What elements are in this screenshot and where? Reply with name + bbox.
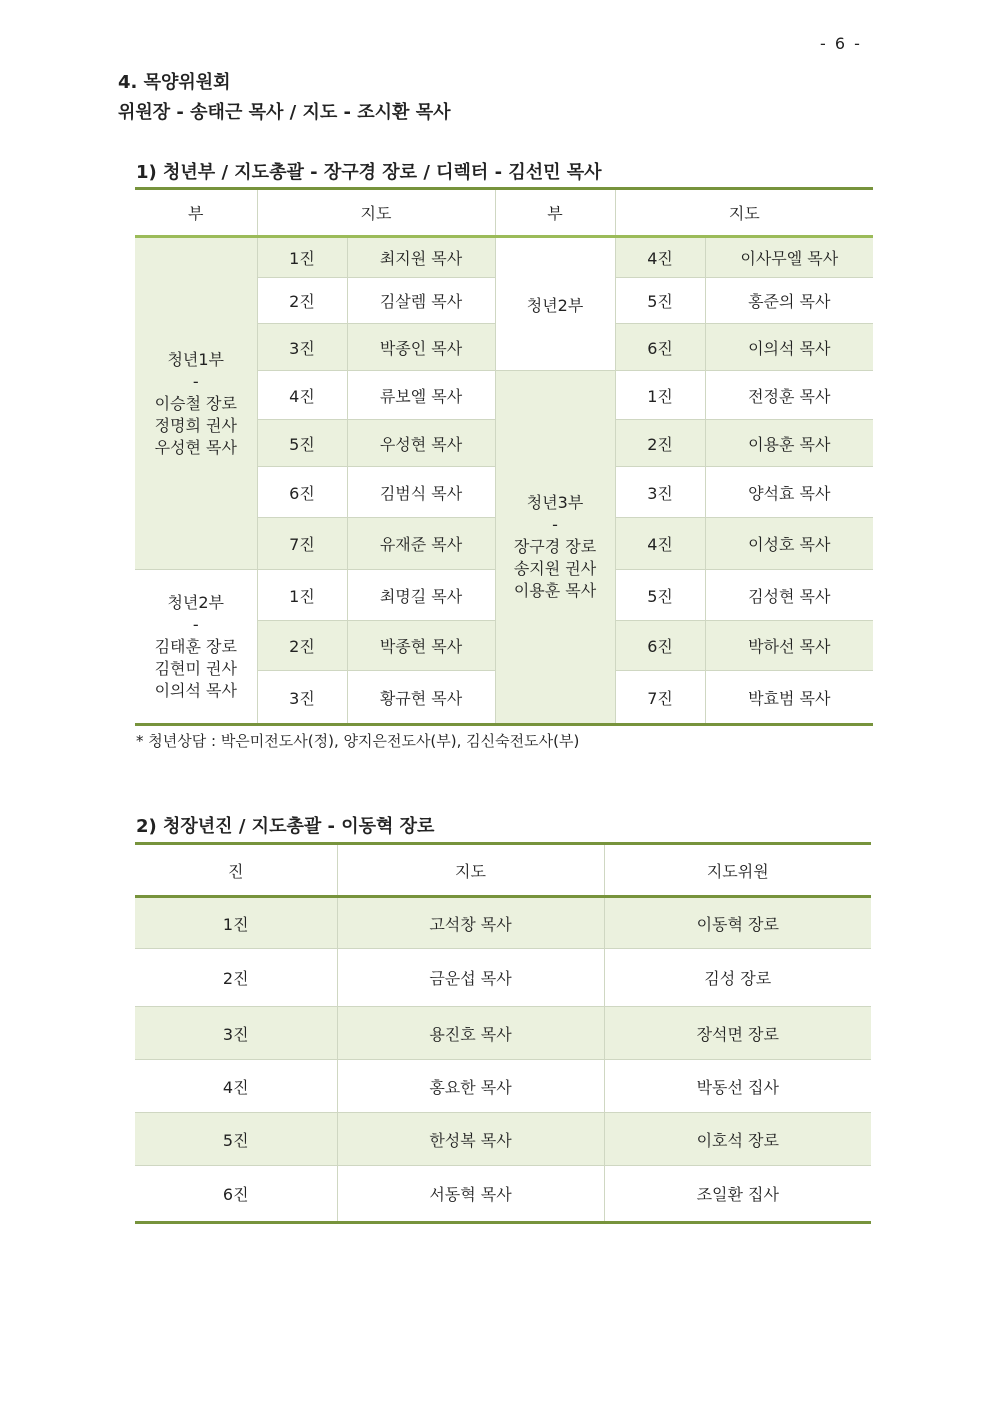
member-cell: 이호석 장로 bbox=[604, 1113, 871, 1166]
adult-table bbox=[135, 842, 871, 1224]
dept-person: 이의석 목사 bbox=[154, 680, 237, 700]
jin-cell: 7진 bbox=[257, 518, 347, 570]
leader-cell: 용진호 목사 bbox=[337, 1007, 604, 1060]
header-dept-2: 부 bbox=[495, 189, 615, 237]
header-leader: 지도 bbox=[257, 189, 495, 237]
leader-cell: 김성현 목사 bbox=[705, 570, 873, 621]
table-row bbox=[135, 1113, 871, 1166]
dept-name: 청년2부 bbox=[167, 592, 225, 612]
leader-cell: 김살렘 목사 bbox=[347, 278, 495, 324]
leader-cell: 이사무엘 목사 bbox=[705, 237, 873, 278]
leader-cell: 이의석 목사 bbox=[705, 324, 873, 371]
dept-youth1 bbox=[135, 237, 257, 570]
jin-cell: 6진 bbox=[135, 1166, 337, 1223]
leader-cell: 박효범 목사 bbox=[705, 671, 873, 725]
table-row bbox=[135, 897, 871, 949]
dept-name: 청년3부 bbox=[526, 493, 584, 512]
dept-name: 청년1부 bbox=[167, 349, 225, 369]
dept-person: 이용훈 목사 bbox=[513, 581, 597, 600]
dept-person: 장구경 장로 bbox=[513, 537, 597, 556]
header-dept: 부 bbox=[135, 189, 257, 237]
leader-cell: 이용훈 목사 bbox=[705, 420, 873, 467]
jin-cell: 4진 bbox=[135, 1060, 337, 1113]
jin-cell: 2진 bbox=[615, 420, 705, 467]
table-row bbox=[135, 1060, 871, 1113]
dept-youth2-right: 청년2부 bbox=[495, 237, 615, 371]
jin-cell: 5진 bbox=[615, 570, 705, 621]
leader-cell: 김범식 목사 bbox=[347, 467, 495, 518]
member-cell: 김성 장로 bbox=[604, 949, 871, 1007]
member-cell: 조일환 집사 bbox=[604, 1166, 871, 1223]
dept-person: 김태훈 장로 bbox=[154, 636, 237, 656]
committee-subheading: 위원장 - 송태근 목사 / 지도 - 조시환 목사 bbox=[118, 102, 451, 123]
leader-cell: 최명길 목사 bbox=[347, 570, 495, 621]
jin-cell: 2진 bbox=[257, 621, 347, 671]
leader-cell: 한성복 목사 bbox=[337, 1113, 604, 1166]
page-number: - 6 - bbox=[820, 34, 862, 53]
dept-person: 송지원 권사 bbox=[513, 559, 597, 578]
leader-cell: 류보엘 목사 bbox=[347, 371, 495, 420]
table-row bbox=[135, 1166, 871, 1223]
header-leader-2: 지도 bbox=[615, 189, 873, 237]
dept-person: 정명희 권사 bbox=[154, 415, 237, 435]
table-row bbox=[135, 1007, 871, 1060]
leader-cell: 박종인 목사 bbox=[347, 324, 495, 371]
dept-dash: - bbox=[552, 515, 558, 534]
jin-cell: 6진 bbox=[615, 621, 705, 671]
section1-title: 1) 청년부 / 지도총괄 - 장구경 장로 / 디렉터 - 김선민 목사 bbox=[136, 162, 602, 183]
member-cell: 박동선 집사 bbox=[604, 1060, 871, 1113]
leader-cell: 유재준 목사 bbox=[347, 518, 495, 570]
leader-cell: 이성호 목사 bbox=[705, 518, 873, 570]
leader-cell: 우성현 목사 bbox=[347, 420, 495, 467]
leader-cell: 서동혁 목사 bbox=[337, 1166, 604, 1223]
jin-cell: 1진 bbox=[257, 570, 347, 621]
jin-cell: 7진 bbox=[615, 671, 705, 725]
header-leader: 지도 bbox=[337, 844, 604, 897]
jin-cell: 2진 bbox=[257, 278, 347, 324]
leader-cell: 고석창 목사 bbox=[337, 897, 604, 949]
jin-cell: 1진 bbox=[257, 237, 347, 278]
leader-cell: 황규현 목사 bbox=[347, 671, 495, 725]
jin-cell: 3진 bbox=[135, 1007, 337, 1060]
member-cell: 장석면 장로 bbox=[604, 1007, 871, 1060]
leader-cell: 최지원 목사 bbox=[347, 237, 495, 278]
member-cell: 이동혁 장로 bbox=[604, 897, 871, 949]
leader-cell: 홍요한 목사 bbox=[337, 1060, 604, 1113]
header-member: 지도위원 bbox=[604, 844, 871, 897]
jin-cell: 3진 bbox=[257, 324, 347, 371]
dept-dash: - bbox=[192, 614, 199, 634]
dept-person: 우성현 목사 bbox=[154, 437, 237, 457]
dept-dash: - bbox=[192, 371, 199, 391]
jin-cell: 4진 bbox=[257, 371, 347, 420]
jin-cell: 4진 bbox=[615, 237, 705, 278]
jin-cell: 5진 bbox=[615, 278, 705, 324]
jin-cell: 5진 bbox=[257, 420, 347, 467]
jin-cell: 5진 bbox=[135, 1113, 337, 1166]
leader-cell: 전정훈 목사 bbox=[705, 371, 873, 420]
jin-cell: 3진 bbox=[615, 467, 705, 518]
youth-table bbox=[135, 187, 873, 726]
dept-youth2 bbox=[135, 570, 257, 725]
leader-cell: 박하선 목사 bbox=[705, 621, 873, 671]
jin-cell: 3진 bbox=[257, 671, 347, 725]
dept-person: 김현미 권사 bbox=[154, 658, 237, 678]
table-row bbox=[135, 949, 871, 1007]
section2-title: 2) 청장년진 / 지도총괄 - 이동혁 장로 bbox=[136, 816, 435, 837]
leader-cell: 박종현 목사 bbox=[347, 621, 495, 671]
jin-cell: 6진 bbox=[257, 467, 347, 518]
jin-cell: 6진 bbox=[615, 324, 705, 371]
jin-cell: 2진 bbox=[135, 949, 337, 1007]
youth-counsel-note: * 청년상담 : 박은미전도사(정), 양지은전도사(부), 김신숙전도사(부) bbox=[136, 732, 580, 750]
jin-cell: 4진 bbox=[615, 518, 705, 570]
header-jin: 진 bbox=[135, 844, 337, 897]
jin-cell: 1진 bbox=[615, 371, 705, 420]
jin-cell: 1진 bbox=[135, 897, 337, 949]
leader-cell: 홍준의 목사 bbox=[705, 278, 873, 324]
leader-cell: 금운섭 목사 bbox=[337, 949, 604, 1007]
dept-person: 이승철 장로 bbox=[154, 393, 237, 413]
dept-youth3 bbox=[495, 371, 615, 725]
committee-heading: 4. 목양위원회 bbox=[118, 72, 231, 93]
leader-cell: 양석효 목사 bbox=[705, 467, 873, 518]
